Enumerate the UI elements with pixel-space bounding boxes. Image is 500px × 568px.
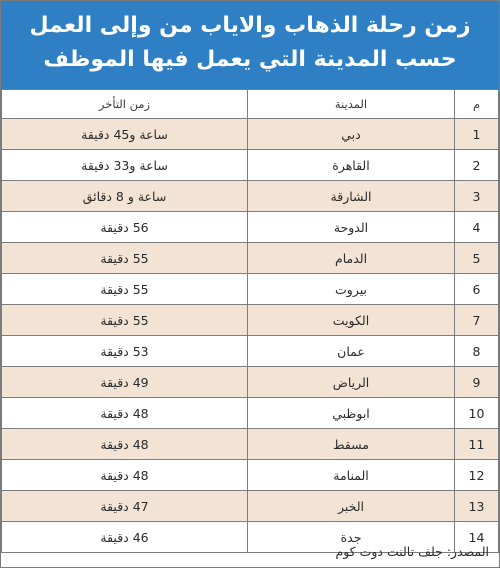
row-city: بيروت bbox=[248, 274, 455, 305]
row-number: 5 bbox=[455, 243, 499, 274]
row-number: 7 bbox=[455, 305, 499, 336]
row-time: 47 دقيقة bbox=[2, 491, 248, 522]
row-number: 4 bbox=[455, 212, 499, 243]
table-row bbox=[2, 212, 499, 243]
header-city: المدينة bbox=[248, 90, 455, 119]
row-number: 9 bbox=[455, 367, 499, 398]
source-note: المصدر: جلف تالنت دوت كوم bbox=[335, 544, 489, 559]
row-time: ساعة و45 دقيقة bbox=[2, 119, 248, 150]
row-number: 11 bbox=[455, 429, 499, 460]
row-number: 14 bbox=[455, 522, 499, 553]
table-row bbox=[2, 305, 499, 336]
row-time: 49 دقيقة bbox=[2, 367, 248, 398]
row-city: المنامة bbox=[248, 460, 455, 491]
header-number: م bbox=[455, 90, 499, 119]
row-city: الرياض bbox=[248, 367, 455, 398]
row-city: جدة bbox=[248, 522, 455, 553]
table-row bbox=[2, 367, 499, 398]
row-city: الشارقة bbox=[248, 181, 455, 212]
table-header-row bbox=[2, 90, 499, 119]
row-time: 55 دقيقة bbox=[2, 274, 248, 305]
row-time: 55 دقيقة bbox=[2, 305, 248, 336]
row-time: 53 دقيقة bbox=[2, 336, 248, 367]
row-city: الكويت bbox=[248, 305, 455, 336]
row-city: القاهرة bbox=[248, 150, 455, 181]
table-row bbox=[2, 460, 499, 491]
row-city: ابوظبي bbox=[248, 398, 455, 429]
row-number: 2 bbox=[455, 150, 499, 181]
row-time: ساعة و 8 دقائق bbox=[2, 181, 248, 212]
commute-table bbox=[1, 89, 499, 553]
row-number: 1 bbox=[455, 119, 499, 150]
row-time: 48 دقيقة bbox=[2, 429, 248, 460]
row-city: الدوحة bbox=[248, 212, 455, 243]
row-city: الدمام bbox=[248, 243, 455, 274]
table-row bbox=[2, 274, 499, 305]
row-time: 48 دقيقة bbox=[2, 398, 248, 429]
table-row bbox=[2, 336, 499, 367]
row-time: 46 دقيقة bbox=[2, 522, 248, 553]
row-number: 6 bbox=[455, 274, 499, 305]
row-time: 56 دقيقة bbox=[2, 212, 248, 243]
row-time: ساعة و33 دقيقة bbox=[2, 150, 248, 181]
row-city: الخبر bbox=[248, 491, 455, 522]
title-line-1: زمن رحلة الذهاب والاياب من وإلى العمل bbox=[29, 13, 471, 38]
table-row bbox=[2, 243, 499, 274]
row-city: مسقط bbox=[248, 429, 455, 460]
table-body bbox=[2, 119, 499, 553]
row-number: 13 bbox=[455, 491, 499, 522]
row-number: 3 bbox=[455, 181, 499, 212]
row-time: 55 دقيقة bbox=[2, 243, 248, 274]
row-number: 10 bbox=[455, 398, 499, 429]
row-city: دبي bbox=[248, 119, 455, 150]
row-number: 12 bbox=[455, 460, 499, 491]
table-row bbox=[2, 150, 499, 181]
header-time: زمن التأخر bbox=[2, 90, 248, 119]
table-row bbox=[2, 181, 499, 212]
table-row bbox=[2, 491, 499, 522]
row-number: 8 bbox=[455, 336, 499, 367]
table-row bbox=[2, 429, 499, 460]
table-row bbox=[2, 119, 499, 150]
title-line-2: حسب المدينة التي يعمل فيها الموظف bbox=[43, 47, 457, 72]
table-row bbox=[2, 398, 499, 429]
title-banner bbox=[1, 1, 499, 89]
row-city: عمان bbox=[248, 336, 455, 367]
row-time: 48 دقيقة bbox=[2, 460, 248, 491]
